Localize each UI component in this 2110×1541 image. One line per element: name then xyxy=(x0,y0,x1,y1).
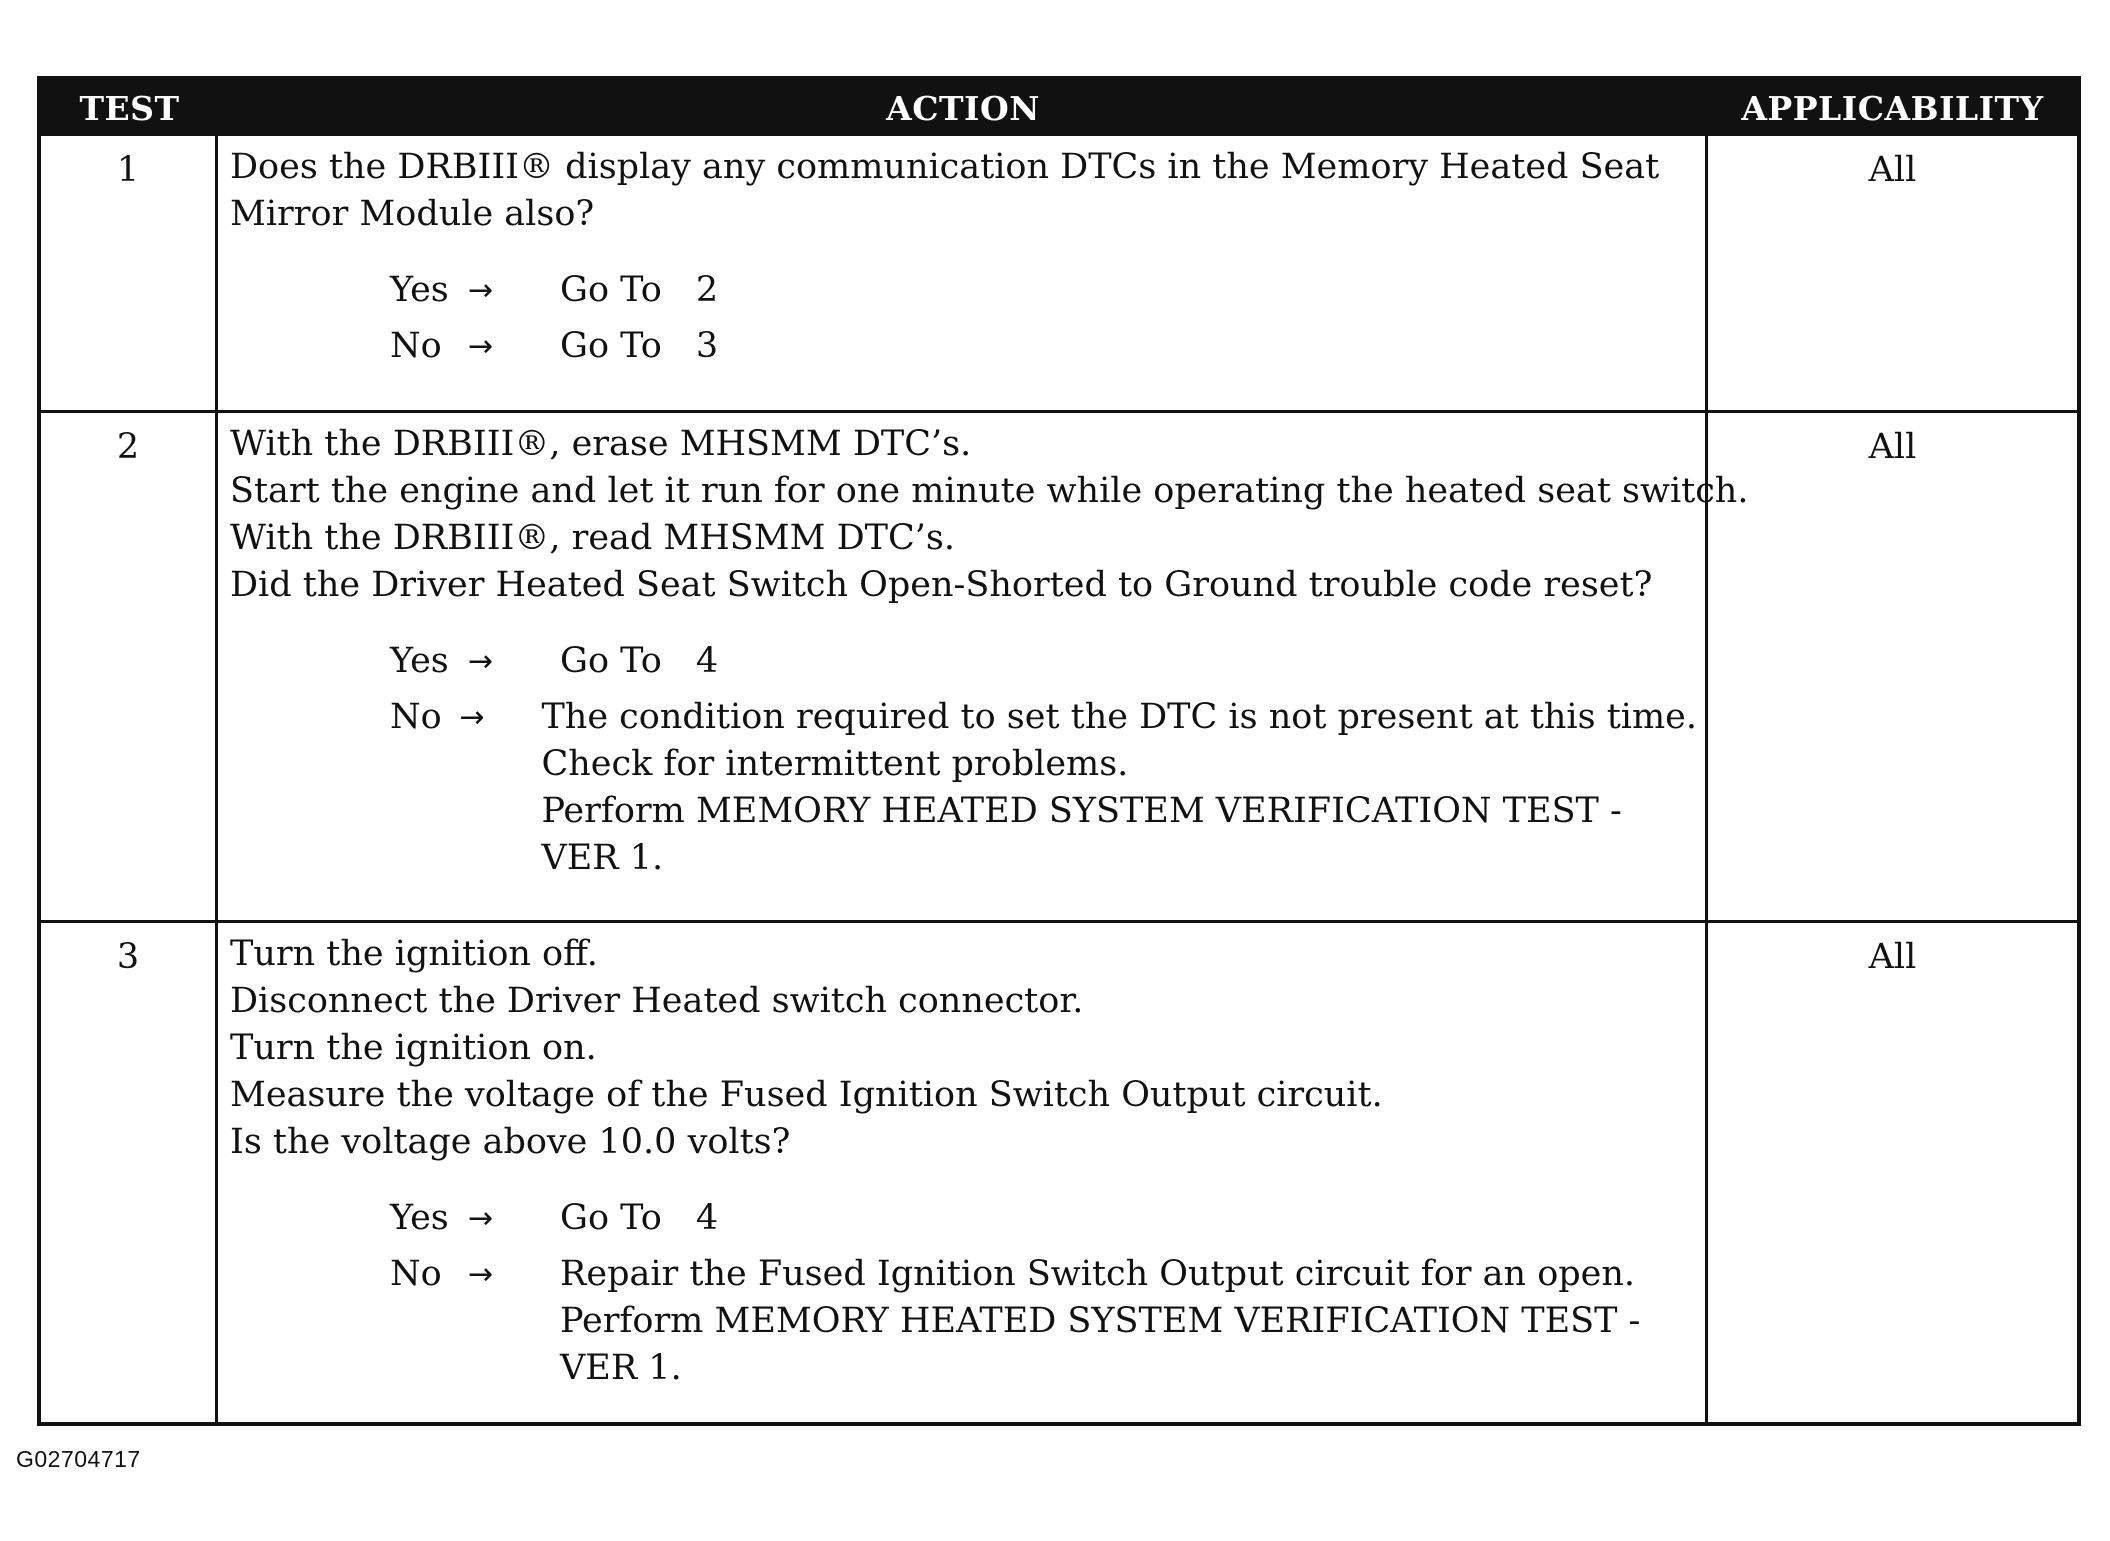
action-cell xyxy=(218,920,1708,1422)
goto-label: Go To xyxy=(560,270,662,310)
goto-text xyxy=(560,323,1697,370)
test-number: 3 xyxy=(41,920,218,1422)
no-branch-line: VER 1. xyxy=(541,838,664,878)
no-branch-line: Perform MEMORY HEATED SYSTEM VERIFICATION TEST - xyxy=(560,1301,1641,1341)
action-cell xyxy=(218,410,1749,920)
arrow-icon: → xyxy=(468,1201,494,1236)
arrow-icon: → xyxy=(468,644,494,679)
goto-label: Go To xyxy=(560,326,662,366)
no-branch-line: Check for intermittent problems. xyxy=(541,744,1129,784)
arrow-icon: → xyxy=(459,700,485,735)
action-line: Does the DRBIII® display any communication DTCs in the Memory Heated Seat xyxy=(230,147,1660,187)
goto-label: Go To xyxy=(560,1198,662,1238)
diagnostic-test-table xyxy=(37,76,2081,1426)
yes-label: Yes xyxy=(390,641,449,681)
no-branch xyxy=(390,694,1697,882)
no-label: No xyxy=(390,326,442,366)
goto-number: 4 xyxy=(695,641,719,681)
goto-text xyxy=(560,1195,1697,1242)
action-cell xyxy=(218,136,1708,410)
yes-label: Yes xyxy=(390,1198,449,1238)
goto-number: 2 xyxy=(695,270,719,310)
action-line: Mirror Module also? xyxy=(230,194,595,234)
no-branch-line: The condition required to set the DTC is not present at this time. xyxy=(541,697,1697,737)
yes-branch xyxy=(390,267,1697,314)
action-line: Turn the ignition off. xyxy=(230,934,598,974)
header-action: ACTION xyxy=(218,80,1708,136)
no-label: No xyxy=(390,1254,442,1294)
no-branch xyxy=(390,323,1697,370)
yes-branch xyxy=(390,1195,1697,1242)
action-line: Disconnect the Driver Heated switch connector. xyxy=(230,981,1084,1021)
test-number: 1 xyxy=(41,136,218,410)
test-number: 2 xyxy=(41,410,218,920)
applicability-value: All xyxy=(1708,410,2077,920)
no-branch-line: VER 1. xyxy=(560,1348,682,1388)
goto-number: 3 xyxy=(695,326,719,366)
action-line: With the DRBIII®, erase MHSMM DTC’s. xyxy=(230,424,972,464)
applicability-value: All xyxy=(1868,150,1917,190)
yes-branch xyxy=(390,638,1697,685)
action-line: Did the Driver Heated Seat Switch Open-Shorted to Ground trouble code reset? xyxy=(230,565,1653,605)
applicability-value: All xyxy=(1708,920,2077,1422)
header-applicability: APPLICABILITY xyxy=(1708,80,2077,136)
goto-text xyxy=(560,638,1697,685)
yes-label: Yes xyxy=(390,270,449,310)
no-branch-line: Perform MEMORY HEATED SYSTEM VERIFICATION TEST - xyxy=(541,791,1622,831)
action-line: Turn the ignition on. xyxy=(230,1028,597,1068)
arrow-icon: → xyxy=(468,329,494,364)
header-test: TEST xyxy=(41,80,218,136)
figure-code: G02704717 xyxy=(16,1446,141,1472)
action-line: With the DRBIII®, read MHSMM DTC’s. xyxy=(230,518,955,558)
arrow-icon: → xyxy=(468,273,494,308)
goto-text xyxy=(560,267,1697,314)
action-line: Is the voltage above 10.0 volts? xyxy=(230,1122,791,1162)
action-line: Measure the voltage of the Fused Ignition Switch Output circuit. xyxy=(230,1075,1383,1115)
action-line: Start the engine and let it run for one minute while operating the heated seat switch. xyxy=(230,471,1749,511)
no-branch xyxy=(390,1251,1697,1392)
arrow-icon: → xyxy=(468,1257,494,1292)
no-label: No xyxy=(390,697,442,737)
goto-label: Go To xyxy=(560,641,662,681)
goto-number: 4 xyxy=(695,1198,719,1238)
no-branch-text xyxy=(541,694,1697,882)
no-branch-line: Repair the Fused Ignition Switch Output circuit for an open. xyxy=(560,1254,1636,1294)
no-branch-text xyxy=(560,1251,1697,1392)
